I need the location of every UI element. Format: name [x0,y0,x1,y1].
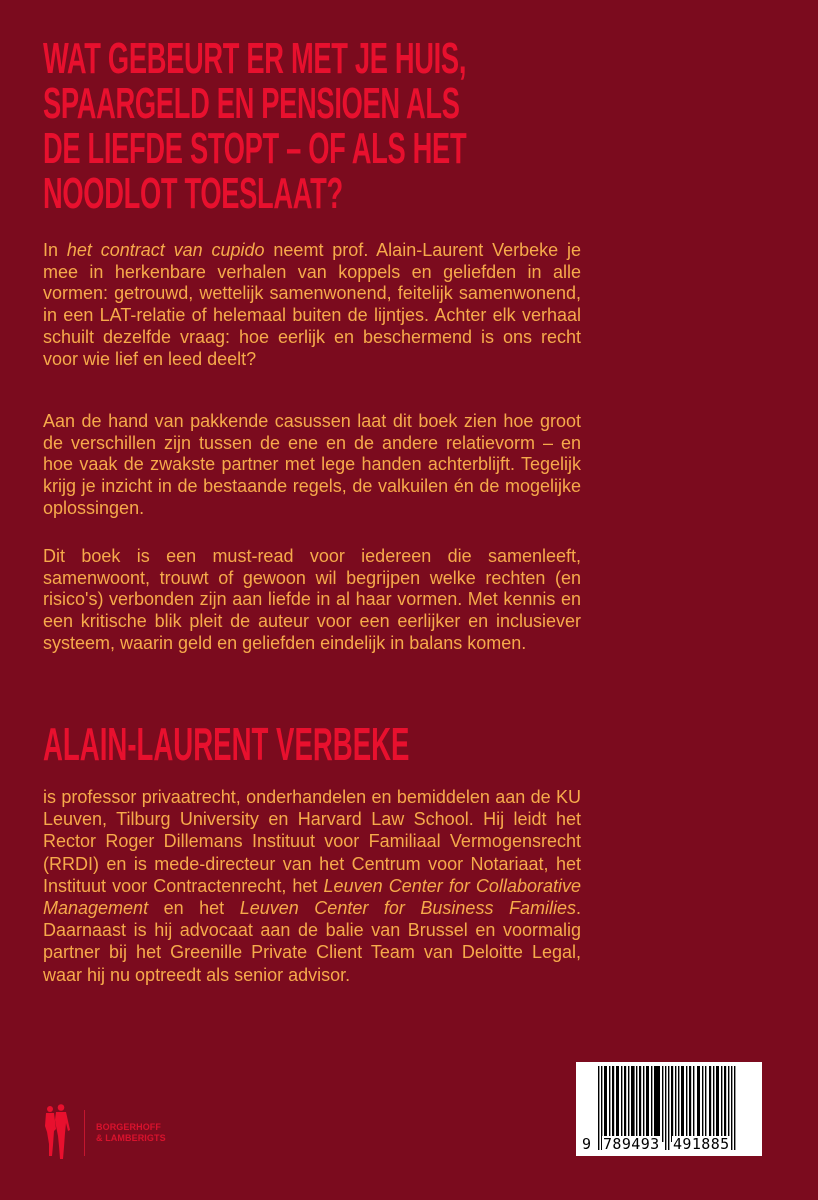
author-name-heading: ALAIN-LAURENT VERBEKE [43,718,410,770]
bio-italic-2: Leuven Center for Business Families [239,898,576,919]
blurb-p1-post: neemt prof. Alain-Laurent Verbeke je mee in herkenbare verhalen van koppels en geliefden in alle vormen: getrouwd, wettelijk samenwonend, feitelijk samenwonend, in een LAT-relatie of helemaal buiten de lijntjes. Achter elk verhaal schuilt dezelfde vraag: hoe eerlijk en beschermend is ons recht voor wie lief en leed deelt? [43,240,582,369]
blurb-p2-text: Aan de hand van pakkende casussen laat dit boek zien hoe groot de verschillen zijn tussen de ene en de andere relatievorm – en hoe vaak de zwakste partner met lege handen achterblijft. Tegelijk krijg je inzicht in de bestaande regels, de valkuilen én de mogelijke oplossingen. [43,411,581,518]
publisher-name [96,1122,166,1143]
bio-italic-1: Leuven Center for Collaborative Management [43,875,581,919]
blurb-paragraph-3 [43,546,581,655]
headline-line-3: DE LIEFDE STOPT – OF ALS HET [43,124,467,173]
isbn-barcode [576,1062,762,1156]
headline-line-2: SPAARGELD EN PENSIOEN ALS [43,79,460,128]
publisher-name-line-1: BORGERHOFF [96,1122,161,1132]
blurb-paragraph-1 [43,240,581,370]
isbn-first-digit: 9 [582,1135,592,1153]
publisher-logo [43,1104,203,1162]
author-bio [43,786,581,986]
book-title-italic: het contract van cupido [66,240,265,260]
isbn-left-group: 789493 [603,1135,660,1153]
blurb-p3-text: Dit boek is een must-read voor iedereen die samenleeft, samenwoont, trouwt of gewoon wil begrijpen welke rechten (en risico's) verbonden zijn aan liefde in al haar vormen. Met kennis en een kritische blik pleit de auteur voor een eerlijker en inclusiever systeem, waarin geld en geliefden eindelijk in balans komen. [43,546,581,653]
bio-part-1: is professor privaatrecht, onderhandelen en bemiddelen aan de KU Leuven, Tilburg University en Harvard Law School. Hij leidt het Rector Roger Dillemans Instituut voor Familiaal Vermogensrecht (RRDI) en is mede-directeur van het Centrum voor Notariaat, het Instituut voor Contractenrecht, het [43,787,581,896]
publisher-name-line-2: & LAMBERIGTS [96,1132,166,1143]
headline-line-4: NOODLOT TOESLAAT? [43,169,343,218]
isbn-right-group: 491885 [673,1135,730,1153]
bio-part-2: en het [148,898,240,919]
headline-line-1: WAT GEBEURT ER MET JE HUIS, [43,34,467,83]
two-walking-figures-icon [43,1104,73,1162]
blurb-paragraph-2 [43,411,581,520]
headline [43,34,467,218]
blurb-p1-pre: In [43,240,67,260]
bio-part-3: . Daarnaast is hij advocaat aan de balie van Brussel en voormalig partner bij het Greenille Private Client Team van Deloitte Legal, waar hij nu optreedt als senior advisor. [43,898,581,985]
logo-divider [84,1110,85,1156]
